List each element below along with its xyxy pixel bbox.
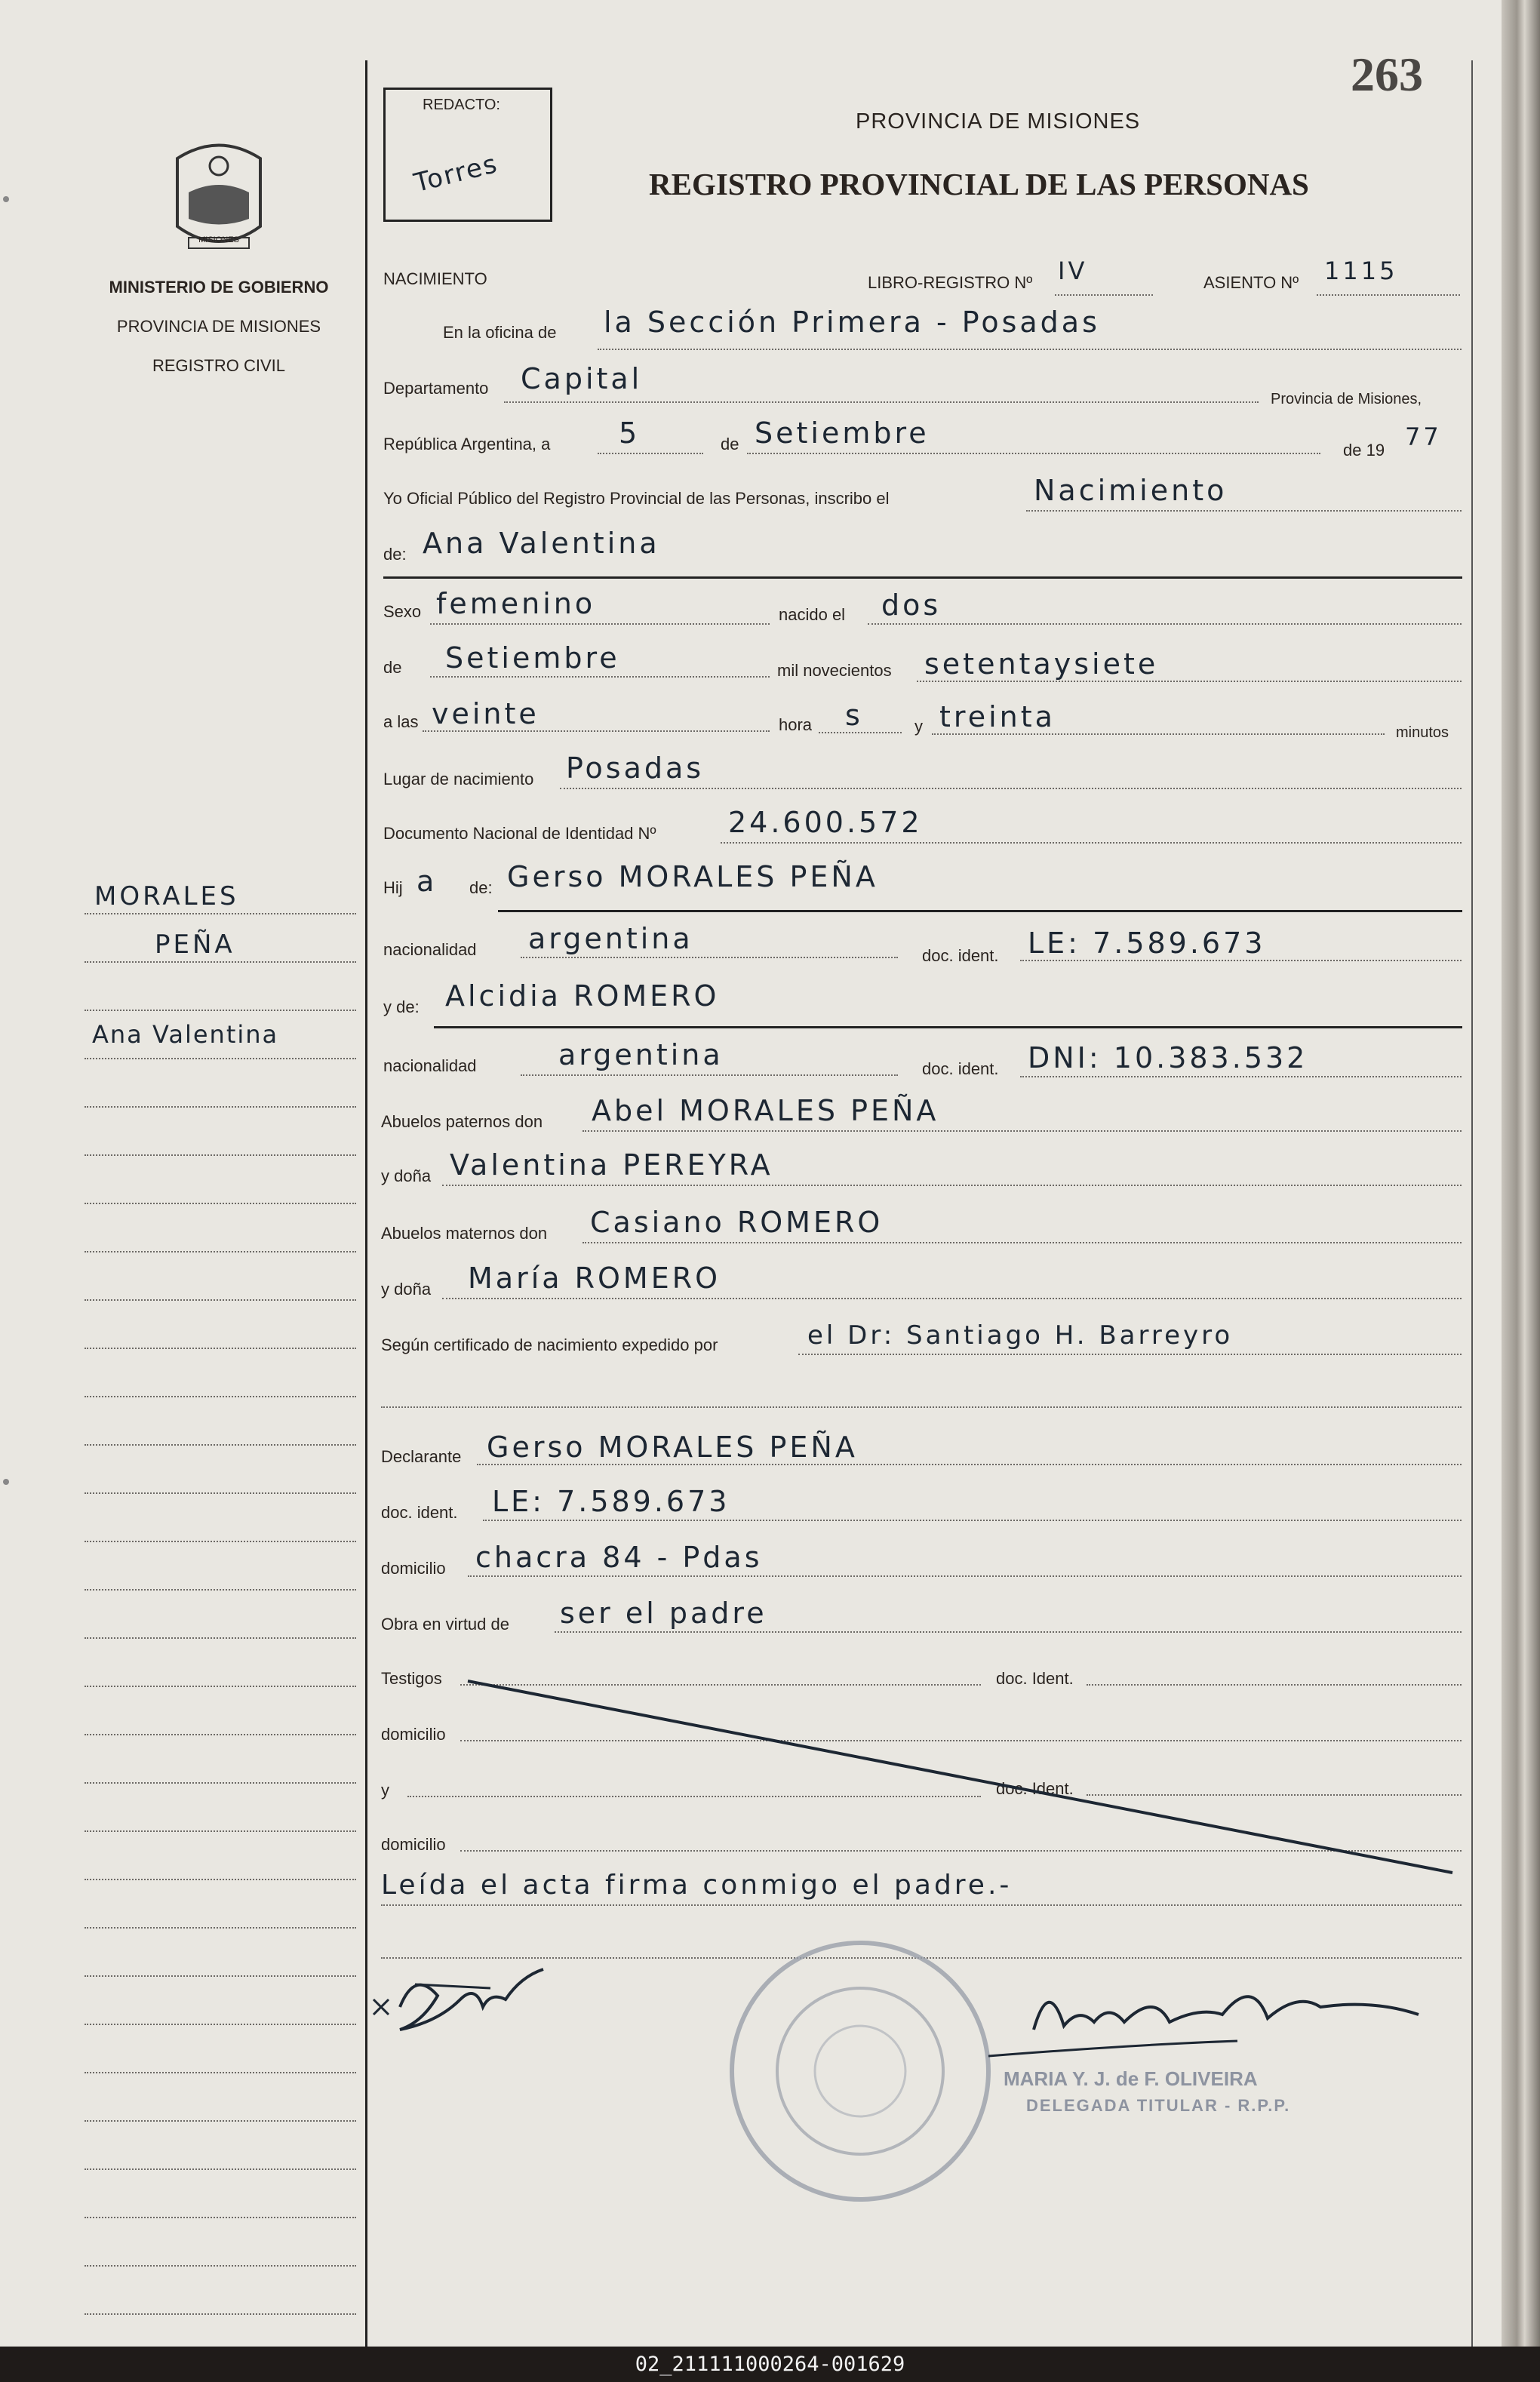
asiento-value: 1115 bbox=[1324, 257, 1398, 285]
folio-number: 263 bbox=[1351, 48, 1423, 101]
margin-rule bbox=[85, 1734, 356, 1735]
dni-label: Documento Nacional de Identidad Nº bbox=[383, 824, 656, 843]
stamp-name: MARIA Y. J. de F. OLIVEIRA bbox=[1004, 2067, 1258, 2090]
margin-rule bbox=[85, 1106, 356, 1108]
margin-rule bbox=[85, 2265, 356, 2267]
declarante-doc-value: LE: 7.589.673 bbox=[492, 1485, 730, 1518]
declarant-signature bbox=[370, 1954, 566, 2052]
sexo-value: femenino bbox=[436, 587, 596, 620]
margin-rule bbox=[85, 1782, 356, 1784]
margin-surname-2: PEÑA bbox=[155, 930, 235, 960]
madre-doc-value: DNI: 10.383.532 bbox=[1028, 1041, 1308, 1074]
column-divider bbox=[365, 60, 367, 2347]
redacto-value: Torres bbox=[410, 148, 502, 199]
margin-rule bbox=[85, 961, 356, 963]
official-signature bbox=[981, 1962, 1434, 2082]
sexo-label: Sexo bbox=[383, 602, 422, 621]
abuela-materna: María ROMERO bbox=[468, 1262, 721, 1295]
margin-rule bbox=[85, 1686, 356, 1687]
margin-rule bbox=[85, 1251, 356, 1252]
domicilio-value: chacra 84 - Pdas bbox=[475, 1541, 763, 1574]
obra-value: ser el padre bbox=[560, 1597, 767, 1630]
hijde-label: de: bbox=[469, 878, 493, 897]
margin-rule bbox=[85, 1830, 356, 1832]
madre-value: Alcidia ROMERO bbox=[445, 979, 720, 1013]
mes-nacimiento: Setiembre bbox=[445, 641, 620, 675]
lugar-label: Lugar de nacimiento bbox=[383, 770, 534, 788]
margin-rule bbox=[85, 1203, 356, 1204]
declarante-label: Declarante bbox=[381, 1447, 462, 1466]
oficina-value: la Sección Primera - Posadas bbox=[604, 306, 1100, 339]
dni-value: 24.600.572 bbox=[728, 806, 923, 839]
abuelos-paternos-label: Abuelos paternos don bbox=[381, 1112, 543, 1131]
margin-rule bbox=[85, 1396, 356, 1397]
asiento-label: ASIENTO Nº bbox=[1203, 273, 1299, 292]
binding-hole bbox=[3, 1479, 9, 1485]
abuela-paterna: Valentina PEREYRA bbox=[450, 1148, 773, 1182]
day-value: 5 bbox=[619, 416, 641, 450]
de-label: de bbox=[383, 658, 402, 677]
mil-label: mil novecientos bbox=[777, 661, 892, 680]
y-label: y bbox=[914, 717, 923, 736]
docid-label: doc. ident. bbox=[922, 946, 999, 965]
ydona-label: y doña bbox=[381, 1280, 432, 1299]
ministry-name: MINISTERIO DE GOBIERNO bbox=[109, 278, 329, 297]
hij-value: a bbox=[417, 865, 438, 898]
margin-rule bbox=[85, 2024, 356, 2025]
hora-value: s bbox=[845, 699, 863, 732]
margin-rule bbox=[85, 1444, 356, 1446]
provincia-label: Provincia de Misiones, bbox=[1271, 391, 1422, 407]
image-caption: 02_211111000264-001629 bbox=[0, 2347, 1540, 2382]
lugar-value: Posadas bbox=[566, 751, 705, 785]
margin-rule bbox=[85, 2313, 356, 2315]
padre-value: Gerso MORALES PEÑA bbox=[507, 860, 878, 893]
margin-rule bbox=[85, 1299, 356, 1301]
padre-doc-value: LE: 7.589.673 bbox=[1028, 927, 1266, 960]
nacionalidad-label: nacionalidad bbox=[383, 940, 477, 959]
alas-label: a las bbox=[383, 712, 419, 731]
margin-rule bbox=[85, 1010, 356, 1011]
redacto-label: REDACTO: bbox=[423, 97, 500, 113]
margin-rule bbox=[85, 1348, 356, 1349]
margin-rule bbox=[85, 1154, 356, 1156]
domicilio-label: domicilio bbox=[381, 1559, 446, 1578]
binding-hole bbox=[3, 196, 9, 202]
year-value: 77 bbox=[1405, 423, 1442, 451]
header-province: PROVINCIA DE MISIONES bbox=[856, 109, 1141, 134]
margin-rule bbox=[85, 1637, 356, 1639]
certificado-value: el Dr: Santiago H. Barreyro bbox=[807, 1320, 1234, 1351]
padre-nacionalidad: argentina bbox=[528, 922, 693, 955]
margin-rule bbox=[85, 2217, 356, 2218]
margin-rule bbox=[85, 913, 356, 914]
stamp-title: DELEGADA TITULAR - R.P.P. bbox=[1026, 2096, 1291, 2115]
margin-rule bbox=[85, 2072, 356, 2073]
minutos-label: minutos bbox=[1396, 724, 1449, 741]
domicilio-label: domicilio bbox=[381, 1835, 446, 1854]
margin-rule bbox=[85, 1541, 356, 1542]
testigo-doc-label: doc. Ident. bbox=[996, 1669, 1074, 1688]
hij-label: Hij bbox=[383, 878, 403, 897]
act-type: NACIMIENTO bbox=[383, 269, 487, 288]
month-value: Setiembre bbox=[755, 416, 930, 450]
oficina-label: En la oficina de bbox=[443, 323, 557, 342]
obra-label: Obra en virtud de bbox=[381, 1615, 509, 1634]
hora-label: hora bbox=[779, 715, 813, 734]
nota-value: Leída el acta firma conmigo el padre.- bbox=[381, 1870, 1013, 1901]
seal-text: MISIONES bbox=[198, 235, 239, 244]
inscribo-value: Nacimiento bbox=[1034, 474, 1228, 507]
minutos-value: treinta bbox=[939, 700, 1056, 733]
nacionalidad-label: nacionalidad bbox=[383, 1056, 477, 1075]
alas-value: veinte bbox=[432, 697, 539, 730]
depto-value: Capital bbox=[521, 362, 643, 395]
office-name: REGISTRO CIVIL bbox=[152, 356, 286, 375]
margin-rule bbox=[85, 2120, 356, 2122]
right-border bbox=[1471, 60, 1473, 2347]
book-edge bbox=[1502, 0, 1540, 2347]
margin-rule bbox=[85, 1927, 356, 1929]
yde-label: y de: bbox=[383, 997, 420, 1016]
name-value: Ana Valentina bbox=[423, 527, 660, 560]
republica-label: República Argentina, a bbox=[383, 435, 551, 453]
de-label: de bbox=[721, 435, 739, 453]
declarante-doc-label: doc. ident. bbox=[381, 1503, 458, 1522]
margin-rule bbox=[85, 1589, 356, 1591]
de-label: de: bbox=[383, 545, 407, 564]
abuelos-maternos-label: Abuelos maternos don bbox=[381, 1224, 548, 1243]
province-name: PROVINCIA DE MISIONES bbox=[116, 317, 321, 336]
margin-surname-1: MORALES bbox=[94, 881, 239, 911]
declarante-value: Gerso MORALES PEÑA bbox=[487, 1431, 858, 1464]
abuelo-materno: Casiano ROMERO bbox=[590, 1206, 884, 1239]
depto-label: Departamento bbox=[383, 379, 489, 398]
margin-rule bbox=[85, 1879, 356, 1880]
abuelo-paterno: Abel MORALES PEÑA bbox=[592, 1094, 939, 1127]
nacido-value: dos bbox=[881, 589, 942, 622]
cancel-line bbox=[453, 1667, 1464, 1879]
ydona-label: y doña bbox=[381, 1166, 432, 1185]
y-label: y bbox=[381, 1781, 389, 1800]
margin-rule bbox=[85, 1058, 356, 1059]
madre-nacionalidad: argentina bbox=[558, 1038, 724, 1071]
docid-label: doc. ident. bbox=[922, 1059, 999, 1078]
margin-given-names: Ana Valentina bbox=[92, 1020, 279, 1049]
yo-label: Yo Oficial Público del Registro Provincial de las Personas, inscribo el bbox=[383, 489, 890, 508]
libro-label: LIBRO-REGISTRO Nº bbox=[868, 273, 1033, 292]
margin-rule bbox=[85, 1975, 356, 1977]
testigo2-doc-label: doc. Ident. bbox=[996, 1779, 1074, 1798]
margin-rule bbox=[85, 1492, 356, 1494]
domicilio-label: domicilio bbox=[381, 1725, 446, 1744]
year-prefix: de 19 bbox=[1343, 441, 1385, 459]
nacido-label: nacido el bbox=[779, 605, 846, 624]
testigos-label: Testigos bbox=[381, 1669, 442, 1688]
libro-value: IV bbox=[1058, 257, 1088, 285]
header-title: REGISTRO PROVINCIAL DE LAS PERSONAS bbox=[649, 167, 1309, 201]
anio-nacimiento: setentaysiete bbox=[924, 647, 1159, 681]
registry-stamp bbox=[724, 1932, 996, 2211]
certificado-label: Según certificado de nacimiento expedido por bbox=[381, 1335, 718, 1354]
margin-rule bbox=[85, 2168, 356, 2170]
